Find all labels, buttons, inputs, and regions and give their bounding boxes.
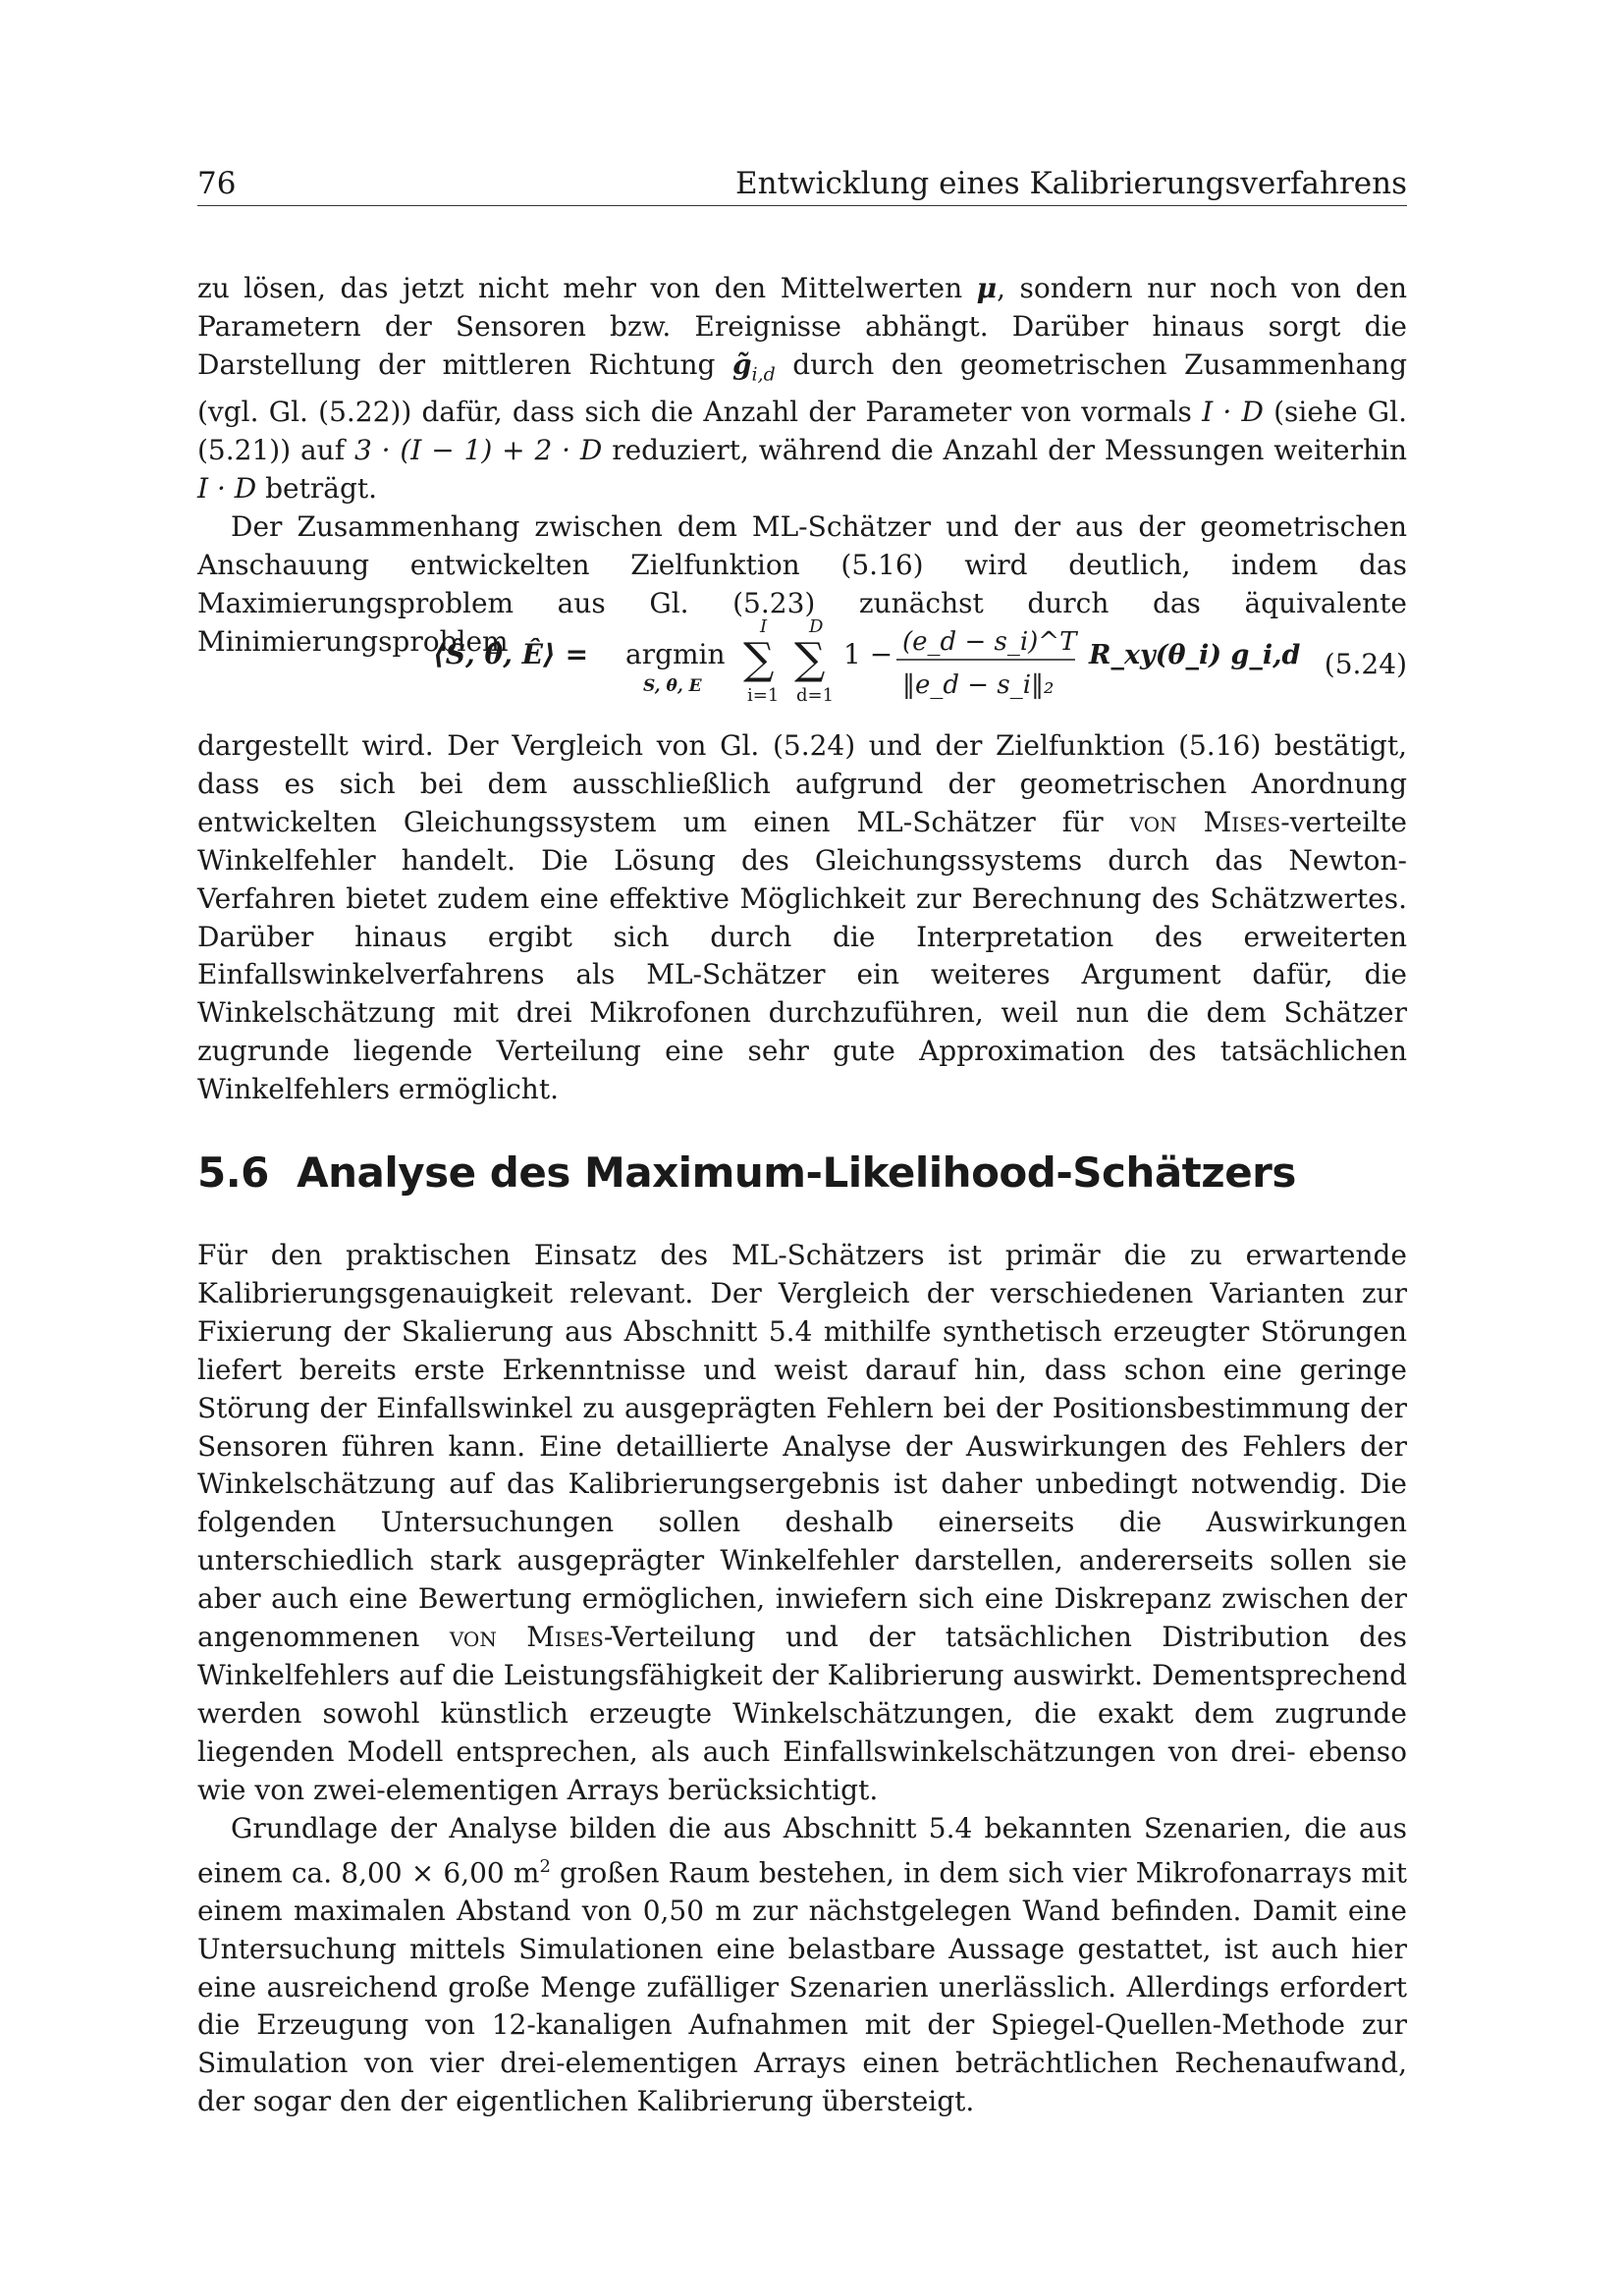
equation-denominator: ‖e_d − s_i‖₂: [902, 670, 1055, 700]
sum2-lower: d=1: [796, 685, 835, 706]
equation-argmin: argmin: [625, 638, 726, 670]
page-number: 76: [197, 166, 237, 201]
sum1-sigma: ∑: [743, 634, 775, 684]
paragraph-5: Grundlage der Analyse bilden die aus Abschnitt 5.4 bekannten Szenarien, die aus einem ca. 8,00 × 6,00 $m^2$ großen Raum bestehen, in dem sich vier Mikrofonarrays mit einem maximalen Abstand von 0,50 m zur nächstgelegen Wand befinden. Damit eine Untersuchung mittels Simulationen eine belastbare Aussage gestattet, ist auch hier eine ausreichend große Menge zufälliger Szenarien unerlässlich. Allerdings erfordert die Erzeugung von 12-kanaligen Aufnahmen mit der Spiegel-Quellen-Methode zur Simulation von vier drei-elementigen Arrays einen beträchtlichen Rechenaufwand, der sogar den der eigentlichen Kalibrierung übersteigt.: [197, 1811, 1407, 2118]
body-block-top: [197, 270, 1407, 662]
paragraph-4: Für den praktischen Einsatz des ML-Schätzers ist primär die zu erwartende Kalibrierungsgenauigkeit relevant. Der Vergleich der verschiedenen Varianten zur Fixierung der Skalierung aus Abschnitt 5.4 mithilfe synthetisch erzeugter Störungen liefert bereits erste Erkenntnisse und weist darauf hin, dass schon eine geringe Störung der Einfallswinkel zu ausgeprägten Fehlern bei der Positionsbestimmung der Sensoren führen kann. Eine detaillierte Analyse der Auswirkungen des Fehlers der Winkelschätzung auf das Kalibrierungsergebnis ist daher unbedingt notwendig. Die folgenden Untersuchungen sollen deshalb einerseits die Auswirkungen unterschiedlich stark ausgeprägter Winkelfehler darstellen, andererseits sollen sie aber auch eine Bewertung ermöglichen, inwiefern sich eine Diskrepanz zwischen der angenommenen von Mises-Verteilung und der tatsächlichen Distribution des Winkelfehlers auf die Leistungsfähigkeit der Kalibrierung auswirkt. Dementsprechend werden sowohl künstlich erzeugte Winkelschätzungen, die exakt dem zugrunde liegenden Modell entsprechen, als auch Einfallswinkelschätzungen von drei- ebenso wie von zwei-elementigen Arrays berücksichtigt.: [197, 1239, 1408, 1806]
paragraph-3: dargestellt wird. Der Vergleich von Gl. (5.24) und der Zielfunktion (5.16) bestätigt, dass es sich bei dem ausschließlich aufgrund der geometrischen Anordnung entwickelten Gleichungssystem um einen ML-Schätzer für von Mises-verteilte Winkelfehler handelt. Die Lösung des Gleichungssystems durch das Newton-Verfahren bietet zudem eine effektive Möglichkeit zur Berechnung des Schätzwertes. Darüber hinaus ergibt sich durch die Interpretation des erweiterten Einfallswinkelverfahrens als ML-Schätzer ein weiteres Argument dafür, die Winkelschätzung mit drei Mikrofonen durchzuführen, weil nun die dem Schätzer zugrunde liegende Verteilung eine sehr gute Approximation des tatsächlichen Winkelfehlers ermöglicht.: [197, 729, 1407, 1106]
name-von-mises-2: von Mises: [449, 1621, 604, 1654]
equation-lhs: ⟨Ŝ, θ̂, Ê⟩ =: [433, 638, 589, 670]
body-block-bottom: [197, 1237, 1407, 2121]
equation-formula: [433, 611, 1301, 719]
section-number: 5.6: [197, 1148, 269, 1197]
section-heading: [197, 1148, 1296, 1197]
name-von-mises: von Mises: [1129, 805, 1281, 838]
page: [197, 0, 1407, 2296]
running-header: [197, 163, 1407, 206]
paragraph-2: Der Zusammenhang zwischen dem ML-Schätzer und der aus der geometrischen Anschauung entwickelten Zielfunktion (5.16) wird deutlich, indem das Maximierungsproblem aus Gl. (5.23) zunächst durch das äquivalente Minimierungsproblem: [197, 510, 1407, 658]
body-block-middle: [197, 727, 1407, 1109]
sum1-lower: i=1: [747, 685, 780, 706]
equation-5-24: [197, 611, 1407, 719]
sum1-upper: I: [760, 616, 768, 637]
symbol-mu: μ: [976, 272, 998, 304]
symbol-g: g̃: [731, 347, 752, 381]
equation-one-minus: 1 −: [843, 638, 893, 670]
sum2-upper: D: [809, 616, 824, 637]
equation-argmin-sub: S, θ, E: [643, 676, 702, 696]
equation-rhs: R_xy(θ_i) g_i,d: [1089, 640, 1301, 670]
sum2-sigma: ∑: [794, 634, 826, 684]
equation-number: (5.24): [1324, 648, 1407, 680]
equation-numerator: (e_d − s_i)^T: [902, 627, 1077, 657]
section-title: Analyse des Maximum-Likelihood-Schätzers: [297, 1148, 1296, 1197]
paragraph-1: zu lösen, das jetzt nicht mehr von den Mittelwerten μ, sondern nur noch von den Parametern der Sensoren bzw. Ereignisse abhängt. Darüber hinaus sorgt die Darstellung der mittleren Richtung $g̃_{i,d}$ durch den geometrischen Zusammenhang (vgl. Gl. (5.22)) dafür, dass sich die Anzahl der Parameter von vormals I · D (siehe Gl. (5.21)) auf 3 · (I − 1) + 2 · D reduziert, während die Anzahl der Messungen weiterhin I · D beträgt.: [197, 272, 1407, 506]
running-title: Entwicklung eines Kalibrierungsverfahrens: [734, 166, 1407, 201]
